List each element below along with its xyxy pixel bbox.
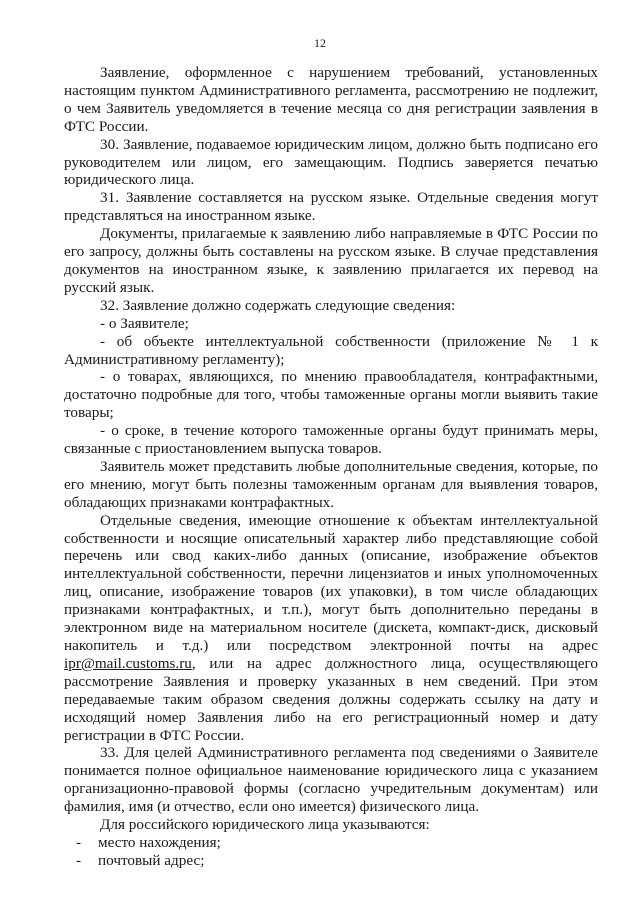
email-link[interactable]: ipr@mail.customs.ru bbox=[64, 654, 192, 672]
paragraph-32-item-3: - о товарах, являющихся, по мнению правообладателя, контрафактными, достаточно подробные для того, чтобы таможенные органы могли выявить такие товары; bbox=[64, 368, 598, 422]
list-item-text: почтовый адрес; bbox=[98, 851, 205, 869]
paragraph-32-item-2: - об объекте интеллектуальной собственности (приложение № 1 к Административному регламенту); bbox=[64, 332, 598, 368]
paragraph-32c-part2: , или на адрес должностного лица, осуществляющего рассмотрение Заявления и проверку указанных в нем сведений. При этом передаваемые таким образом сведения должны содержать ссылку на дату и исходящий номер Заявления либо на его регистрационный номер и дату регистрации в ФТС России. bbox=[64, 654, 598, 744]
paragraph-32-item-4: - о сроке, в течение которого таможенные органы будут принимать меры, связанные с приостановлением выпуска товаров. bbox=[64, 422, 598, 458]
requirements-list bbox=[64, 834, 598, 870]
paragraph-32: 32. Заявление должно содержать следующие сведения: bbox=[100, 296, 456, 314]
list-item-text: место нахождения; bbox=[98, 833, 221, 851]
paragraph-33b: Для российского юридического лица указываются: bbox=[100, 816, 430, 834]
list-item bbox=[64, 852, 598, 870]
paragraph-30: 30. Заявление, подаваемое юридическим лицом, должно быть подписано его руководителем или лицом, его замещающим. Подпись заверяется печатью юридического лица. bbox=[64, 135, 598, 189]
paragraph-33: 33. Для целей Административного регламента под сведениями о Заявителе понимается полное официальное наименование юридического лица с указанием организационно-правовой формы (согласно учредительным документам) или фамилия, имя (и отчество, если оно имеется) физического лица. bbox=[64, 744, 598, 816]
paragraph-32-item-1: - о Заявителе; bbox=[100, 314, 189, 332]
list-dash: - bbox=[76, 833, 82, 851]
paragraph-32c-part1: Отдельные сведения, имеющие отношение к объектам интеллектуальной собственности и носящие описательный характер либо представляющие собой перечень или свод каких-либо данных (описание, изображение объектов интеллектуальной собственности, перечни лицензиатов и иных уполномоченных лиц, описание, изображение товаров (их упаковки), в том числе обладающих признаками контрафактных, и т.п.), могут быть дополнительно переданы в электронном виде на материальном носителе (дискета, компакт-диск, дисковый накопитель и т.д.) или посредством электронной почты на адрес bbox=[64, 511, 598, 654]
paragraph-31: 31. Заявление составляется на русском языке. Отдельные сведения могут представляться на иностранном языке. bbox=[64, 189, 598, 225]
paragraph-31b: Документы, прилагаемые к заявлению либо направляемые в ФТС России по его запросу, должны быть составлены на русском языке. В случае представления документов на иностранном языке, к заявлению прилагается их перевод на русский язык. bbox=[64, 225, 598, 296]
document-body bbox=[64, 64, 598, 870]
page-number: 12 bbox=[314, 36, 326, 50]
list-dash: - bbox=[76, 851, 82, 869]
paragraph-p1: Заявление, оформленное с нарушением требований, установленных настоящим пунктом Административного регламента, рассмотрению не подлежит, о чем Заявитель уведомляется в течение месяца со дня регистрации заявления в ФТС России. bbox=[64, 64, 598, 135]
paragraph-32c bbox=[64, 512, 598, 745]
list-item bbox=[64, 834, 598, 852]
paragraph-32b: Заявитель может представить любые дополнительные сведения, которые, по его мнению, могут быть полезны таможенным органам для выявления товаров, обладающих признаками контрафактных. bbox=[64, 457, 598, 511]
